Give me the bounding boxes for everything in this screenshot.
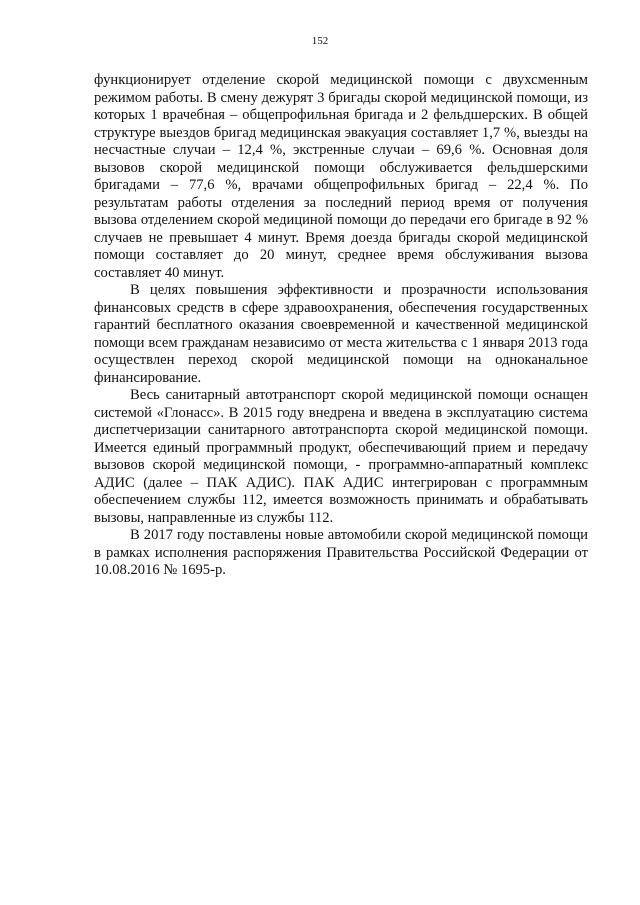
page-number: 152 — [311, 35, 329, 47]
paragraph-ambulance-department: функционирует отделение скорой медицинской помощи с двухсменным режимом работы. В смену дежурят 3 бригады скорой медицинской помощи, из которых 1 врачебная – общепрофильная бригада и 2 фельдшерских. В общей структуре выездов бригад медицинская эвакуация составляет 1,7 %, выезды на несчастные случаи – 12,4 %, экстренные случаи – 69,6 %. Основная доля вызовов скорой медицинской помощи обслуживается фельдшерскими бригадами – 77,6 %, врачами общепрофильных бригад – 22,4 %. По результатам работы отделения за последний период время от получения вызова отделением скорой медициной помощи до передачи его бригаде в 92 % случаев не превышает 4 минут. Время доезда бригады скорой медицинской помощи составляет до 20 минут, среднее время обслуживания вызова составляет 40 минут. — [94, 72, 588, 281]
paragraph-glonass-dispatch: Весь санитарный автотранспорт скорой медицинской помощи оснащен системой «Глонасс». В 2015 году внедрена и введена в эксплуатацию система диспетчеризации санитарного автотранспорта скорой медицинской помощи. Имеется единый программный продукт, обеспечивающий прием и передачу вызовов скорой медицинской помощи, - программно-аппаратный комплекс АДИС (далее – ПАК АДИС). ПАК АДИС интегрирован с программным обеспечением службы 112, имеется возможность принимать и обрабатывать вызовы, направленные из службы 112. — [94, 387, 588, 526]
paragraph-single-channel-financing: В целях повышения эффективности и прозрачности использования финансовых средств в сфере здравоохранения, обеспечения государственных гарантий бесплатного оказания своевременной и качественной медицинской помощи всем гражданам независимо от места жительства с 1 января 2013 года осуществлен переход скорой медицинской помощи на одноканальное финансирование. — [94, 282, 588, 386]
document-body — [94, 72, 588, 580]
paragraph-new-vehicles: В 2017 году поставлены новые автомобили скорой медицинской помощи в рамках исполнения распоряжения Правительства Российской Федерации от 10.08.2016 № 1695-р. — [94, 527, 588, 578]
